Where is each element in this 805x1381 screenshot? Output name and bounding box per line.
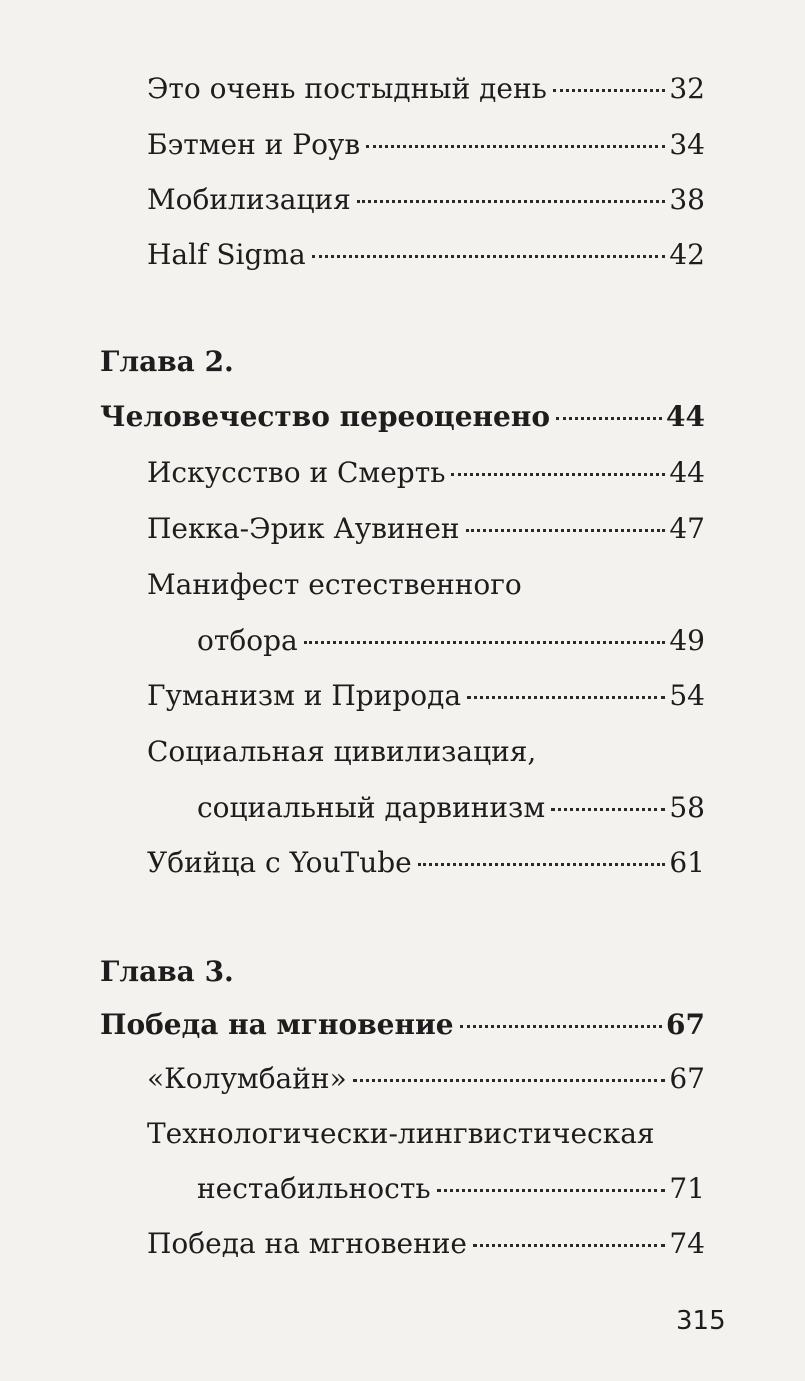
toc-entry-title: Гуманизм и Природа [147,679,462,712]
toc-entry-page: 74 [669,1227,705,1260]
dot-leader [460,1025,662,1028]
toc-entry [147,1062,705,1095]
dot-leader [437,1189,666,1192]
dot-leader [312,255,666,258]
chapter-title-entry [100,1008,705,1041]
toc-entry-page: 49 [669,624,705,657]
dot-leader [451,473,665,476]
toc-entry-page: 34 [669,128,705,161]
dot-leader [467,696,665,699]
toc-entry-page: 61 [669,846,705,879]
chapter-title: Человечество переоценено [100,400,551,433]
toc-entry-title-line1 [147,1117,655,1150]
chapter-label: Глава 2. [100,345,234,378]
dot-leader [473,1244,665,1247]
toc-entry [147,238,705,271]
toc-entry-title: Пекка-Эрик Аувинен [147,512,460,545]
dot-leader [366,145,665,148]
toc-entry-title-line1 [147,735,536,768]
toc-entry [147,456,705,489]
toc-entry-page: 42 [669,238,705,271]
toc-entry-title: Победа на мгновение [147,1227,467,1260]
dot-leader [304,641,666,644]
toc-entry-title: Социальная цивилизация, [147,735,537,768]
toc-entry-title: Убийца с YouTube [147,846,412,879]
toc-entry-page: 44 [669,456,705,489]
toc-entry [197,791,705,824]
toc-entry-title: социальный дарвинизм [197,791,546,824]
toc-entry-title: «Колумбайн» [147,1062,347,1095]
chapter-page: 44 [666,400,705,433]
toc-entry [147,128,705,161]
toc-entry-title: Технологически-лингвистическая [147,1117,655,1150]
toc-entry-title: отбора [197,624,298,657]
toc-entry [197,1172,705,1205]
chapter-label: Глава 3. [100,955,234,988]
dot-leader [353,1079,666,1082]
chapter-page: 67 [666,1008,705,1041]
toc-entry-page: 32 [669,72,705,105]
toc-entry [197,624,705,657]
toc-entry [147,72,705,105]
dot-leader [553,89,665,92]
toc-entry-page: 38 [669,183,705,216]
toc-entry-title: Манифест естественного [147,568,522,601]
dot-leader [466,529,666,532]
dot-leader [418,863,666,866]
toc-entry [147,512,705,545]
toc-entry-title-line1 [147,568,522,601]
toc-entry [147,183,705,216]
chapter-title: Победа на мгновение [100,1008,454,1041]
toc-entry [147,679,705,712]
page-number: 315 [676,1306,726,1336]
toc-entry [147,1227,705,1260]
toc-entry-title: Это очень постыдный день [147,72,547,105]
toc-entry [147,846,705,879]
toc-entry-title: Искусство и Смерть [147,456,446,489]
chapter-title-entry [100,400,705,433]
dot-leader [551,808,665,811]
toc-entry-page: 58 [669,791,705,824]
toc-entry-page: 54 [669,679,705,712]
toc-entry-title: нестабильность [197,1172,431,1205]
toc-entry-page: 47 [669,512,705,545]
toc-entry-page: 67 [669,1062,705,1095]
dot-leader [556,417,662,420]
toc-entry-title: Half Sigma [147,238,306,271]
dot-leader [357,200,666,203]
toc-entry-page: 71 [669,1172,705,1205]
toc-entry-title: Бэтмен и Роув [147,128,361,161]
toc-entry-title: Мобилизация [147,183,351,216]
